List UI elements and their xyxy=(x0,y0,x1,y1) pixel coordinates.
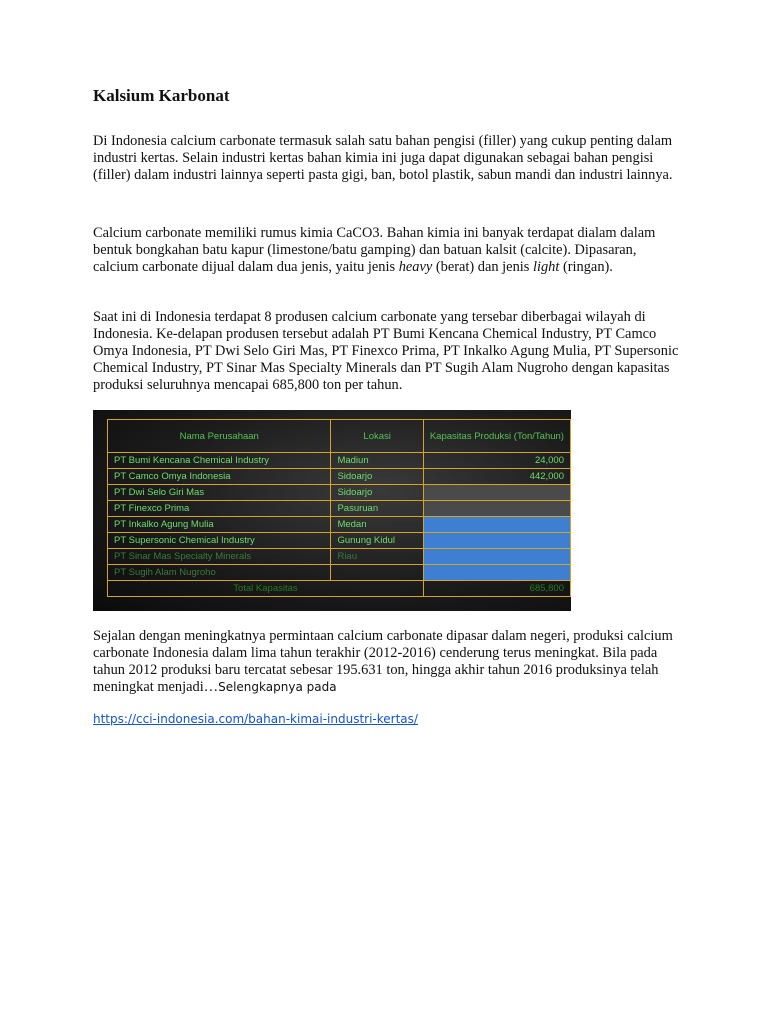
total-label: Total Kapasitas xyxy=(108,581,424,597)
table-row xyxy=(108,453,571,469)
source-link[interactable]: https://cci-indonesia.com/bahan-kimai-industri-kertas/ xyxy=(93,712,418,726)
paragraph-production-text: Sejalan dengan meningkatnya permintaan calcium carbonate dipasar dalam negeri, produksi calcium carbonate Indonesia dalam lima tahun terakhir (2012-2016) cenderung terus meningkat. Bila pada tahun 2012 produksi baru tercatat sebesar 195.631 ton, hingga akhir tahun 2016 produksinya telah meningkat menjadi xyxy=(93,628,673,695)
cell-capacity: 442,000 xyxy=(423,469,570,485)
cell-location: Riau xyxy=(331,549,423,565)
cell-company: PT Bumi Kencana Chemical Industry xyxy=(108,453,331,469)
table-row xyxy=(108,469,571,485)
cell-capacity: 24,000 xyxy=(423,453,570,469)
header-location: Lokasi xyxy=(331,420,423,453)
cell-capacity xyxy=(423,533,570,549)
emphasis-heavy: heavy xyxy=(398,259,433,275)
table-header-row xyxy=(108,420,571,453)
paragraph-formula-middle: (berat) dan jenis xyxy=(432,259,533,275)
cell-location: Gunung Kidul xyxy=(331,533,423,549)
table-row xyxy=(108,517,571,533)
cell-company: PT Supersonic Chemical Industry xyxy=(108,533,331,549)
cell-company: PT Dwi Selo Giri Mas xyxy=(108,485,331,501)
document-title: Kalsium Karbonat xyxy=(93,86,230,105)
cell-company: PT Inkalko Agung Mulia xyxy=(108,517,331,533)
table-total-row xyxy=(108,581,571,597)
paragraph-formula-end: (ringan). xyxy=(559,259,613,275)
cell-location: Sidoarjo xyxy=(331,469,423,485)
header-company: Nama Perusahaan xyxy=(108,420,331,453)
total-value: 685,800 xyxy=(423,581,570,597)
paragraph-production-tail: Selengkapnya pada xyxy=(218,680,337,694)
cell-capacity xyxy=(423,517,570,533)
table-row xyxy=(108,485,571,501)
cell-company: PT Sugih Alam Nugroho xyxy=(108,565,331,581)
table-row xyxy=(108,533,571,549)
table-row xyxy=(108,549,571,565)
paragraph-formula xyxy=(93,225,683,276)
cell-company: PT Camco Omya Indonesia xyxy=(108,469,331,485)
cell-location: Sidoarjo xyxy=(331,485,423,501)
cell-capacity xyxy=(423,485,570,501)
cell-company: PT Finexco Prima xyxy=(108,501,331,517)
paragraph-producers: Saat ini di Indonesia terdapat 8 produsen calcium carbonate yang tersebar diberbagai wilayah di Indonesia. Ke-delapan produsen tersebut adalah PT Bumi Kencana Chemical Industry, PT Camco Omya Indonesia, PT Dwi Selo Giri Mas, PT Finexco Prima, PT Inkalko Agung Mulia, PT Supersonic Chemical Industry, PT Sinar Mas Specialty Minerals dan PT Sugih Alam Nugroho dengan kapasitas produksi seluruhnya mencapai 685,800 ton per tahun. xyxy=(93,309,679,393)
table-row xyxy=(108,565,571,581)
cell-location: Pasuruan xyxy=(331,501,423,517)
paragraph-formula-text: Calcium carbonate memiliki rumus kimia CaCO3. Bahan kimia ini banyak terdapat dialam dalam bentuk bongkahan batu kapur (limestone/batu gamping) dan batuan kalsit (calcite). Dipasaran, calcium carbonate dijual dalam dua jenis, yaitu jenis xyxy=(93,225,656,275)
cell-capacity xyxy=(423,501,570,517)
emphasis-light: light xyxy=(532,259,560,275)
paragraph-intro: Di Indonesia calcium carbonate termasuk salah satu bahan pengisi (filler) yang cukup penting dalam industri kertas. Selain industri kertas bahan kimia ini juga dapat digunakan sebagai bahan pengisi (filler) dalam industri lainnya seperti pasta gigi, ban, botol plastik, sabun mandi dan industri lainnya. xyxy=(93,133,673,183)
cell-capacity xyxy=(423,549,570,565)
table-row xyxy=(108,501,571,517)
cell-capacity xyxy=(423,565,570,581)
cell-location: Madiun xyxy=(331,453,423,469)
ellipsis: … xyxy=(203,679,219,695)
header-capacity: Kapasitas Produksi (Ton/Tahun) xyxy=(423,420,570,453)
cell-location xyxy=(331,565,423,581)
capacity-table-image xyxy=(93,410,571,611)
cell-company: PT Sinar Mas Specialty Minerals xyxy=(108,549,331,565)
capacity-table xyxy=(107,419,571,597)
paragraph-production xyxy=(93,628,683,696)
cell-location: Medan xyxy=(331,517,423,533)
